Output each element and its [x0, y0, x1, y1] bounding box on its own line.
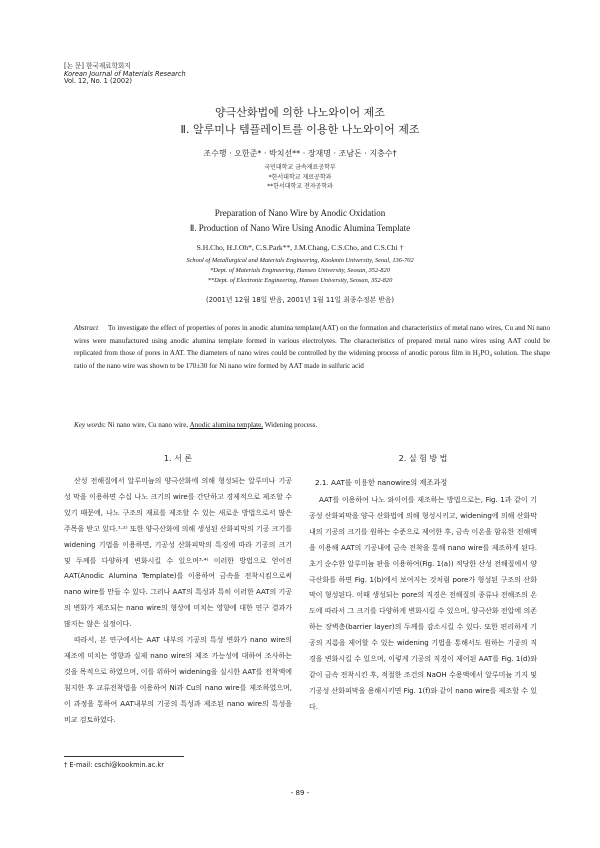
- abstract-label: Abstract: [74, 324, 99, 332]
- section2-heading: 2. 실 험 방 법: [398, 454, 448, 463]
- section1-body: [64, 474, 292, 729]
- journal-korean-name: [논 문] 한국재료학회지: [64, 62, 131, 70]
- korean-title-line2: Ⅱ. 알루미나 템플레이트를 이용한 나노와이어 제조: [180, 123, 420, 136]
- english-affiliations: [0, 256, 600, 286]
- english-affiliation-3: **Dept. of Electronic Engineering, Hanseo University, Seosan, 352-820: [207, 277, 393, 284]
- korean-authors: 조수행 · 오한준* · 박치선** · 장재명 · 조남돈 · 지충수†: [203, 149, 397, 158]
- english-affiliation-1: School of Metallurgical and Materials Engineering, Kookmin University, Seoul, 136-702: [186, 257, 414, 264]
- keywords-tail: Widening process.: [263, 421, 318, 429]
- abstract-text: To investigate the effect of properties of pores in anodic alumina template(AAT) on the formation and characteristics of metal nano wires, Cu and Ni nano wires were manufactured using anodic alumina template formed in various electrolytes. The characteristics of prepared metal nano wires using AAT could be replicated from those of pores in AAT. The diameters of nano wires could be controlled by the widening process of anodic porous film in H₃PO₄ solution. The shape ratio of the nano wire was shown to be 170±30 for Ni nano wire formed by AAT made in sulfuric acid: [74, 324, 550, 370]
- footnote-email: † E-mail: cschi@kookmin.ac.kr: [64, 761, 164, 769]
- section1-paragraph-1: 산성 전해질에서 알루미늄의 양극산화에 의해 형성되는 알루미나 기공성 막을 이용하면 수십 나노 크기의 wire를 간단하고 경제적으로 제조할 수 있기 때문에, 나노 구조의 재료를 제조할 수 있는 새로운 방법으로서 많은 주목을 받고 있다.¹·²⁾ 또한 양극산화에 의해 생성된 산화피막의 기공 크기를 widening 기법을 이용하면, 기공성 산화피막의 특징에 따라 기공의 크기 및 두께를 다양하게 변화시킬 수 있으며³·⁴⁾ 이러한 방법으로 얻어진 AAT(Anodic Alumina Template)를 이용하여 금속을 전착시킴으로써 nano wire를 만들 수 있다. 그러나 AAT의 특성과 특히 이러한 AAT의 기공의 변화가 제조되는 nano wire의 형상에 미치는 영향에 대한 연구 결과가 많지는 않은 실정이다.: [64, 477, 292, 629]
- footnote-divider: [64, 756, 184, 757]
- section2-subheading: 2.1. AAT를 이용한 nanowire의 제조과정: [315, 478, 448, 487]
- korean-affiliation-1: 국민대학교 금속재료공학부: [264, 164, 336, 171]
- keywords-label: Key words: [74, 421, 104, 429]
- keywords: [74, 421, 550, 429]
- english-title-line2: Ⅱ. Production of Nano Wire Using Anodic Alumina Template: [189, 223, 411, 233]
- section2-paragraph-1: AAT를 이용하여 나노 와이어를 제조하는 방법으로는, Fig. 1과 같이 기공성 산화피막을 양극 산화법에 의해 형성시키고, widening에 의해 산화막 내의 기공의 크기를 원하는 수준으로 제어한 후, 금속 이온을 함유한 전해액을 이용해 AAT의 기공내에 금속 전착을 통해 nano wire를 제조하게 된다. 초기 순수한 알루미늄 판을 이용하여(Fig. 1(a)) 적당한 산성 전해질에서 양극산화를 하면 Fig. 1(b)에서 보여지는 것처럼 pore가 형성된 구조의 산화막이 형성된다. 이때 생성되는 pore의 직경은 전해질의 종류나 전해조의 온도에 따라서 그 크기를 다양하게 변화시킬 수 있으며, 양극산화 전압에 의존하는 장벽층(barrier layer)의 두께를 감소시킬 수 있다. 또한 편리하게 기공의 지름을 제어할 수 있는 widening 기법을 통해서도 원하는 기공의 직경을 변화시킬 수 있으며, 이렇게 기공의 직경이 제어된 AAT를 Fig. 1(d)와 같이 금속 전착시킨 후, 적절한 조건의 NaOH 수용액에서 알루미늄 기지 및 기공성 산화피막을 용해시키면 Fig. 1(f)와 같이 nano wire를 제조할 수 있다.: [309, 496, 537, 711]
- journal-header: [64, 63, 186, 86]
- page-number: - 89 -: [290, 789, 310, 797]
- korean-affiliations: [0, 163, 600, 192]
- section2-body: [309, 493, 537, 716]
- keywords-text: : Ni nano wire, Cu nano wire,: [103, 421, 190, 429]
- received-dates: (2001년 12월 18일 받음, 2001년 1월 11일 최종수정본 받음): [205, 296, 395, 304]
- section1-heading: 1. 서 론: [163, 454, 193, 463]
- korean-affiliation-3: **한서대학교 전자공학과: [267, 183, 333, 190]
- korean-affiliation-2: *한서대학교 재료공학과: [268, 173, 332, 181]
- english-affiliation-2: *Dept. of Materials Engineering, Hanseo University, Seosan, 352-820: [210, 267, 390, 274]
- english-title-line1: Preparation of Nano Wire by Anodic Oxidation: [214, 208, 386, 218]
- english-authors: S.H.Cho, H.J.Oh*, C.S.Park**, J.M.Chang, C.S.Cho, and C.S.Chi †: [196, 243, 404, 252]
- keywords-underlined: Anodic alumina template,: [189, 421, 264, 429]
- journal-volume: Vol. 12, No. 1 (2002): [64, 77, 132, 86]
- korean-title-line1: 양극산화법에 의한 나노와이어 제조: [215, 106, 385, 119]
- section1-paragraph-2: 따라서, 본 연구에서는 AAT 내부의 기공의 특성 변화가 nano wire의 제조에 미치는 영향과 실제 nano wire의 제조 가능성에 대하여 조사하는 것을 목적으로 하였으며, 이를 위하여 widening을 실시한 AAT를 전착액에 침지한 후 교류전착법을 이용하여 Ni과 Cu의 nano wire를 제조하였으며, 이 과정을 통하여 AAT내부의 기공의 특성과 제조된 nano wire의 특성을 비교 검토하였다.: [64, 636, 292, 724]
- journal-english-name: Korean Journal of Materials Research: [64, 69, 186, 78]
- abstract: [74, 322, 550, 372]
